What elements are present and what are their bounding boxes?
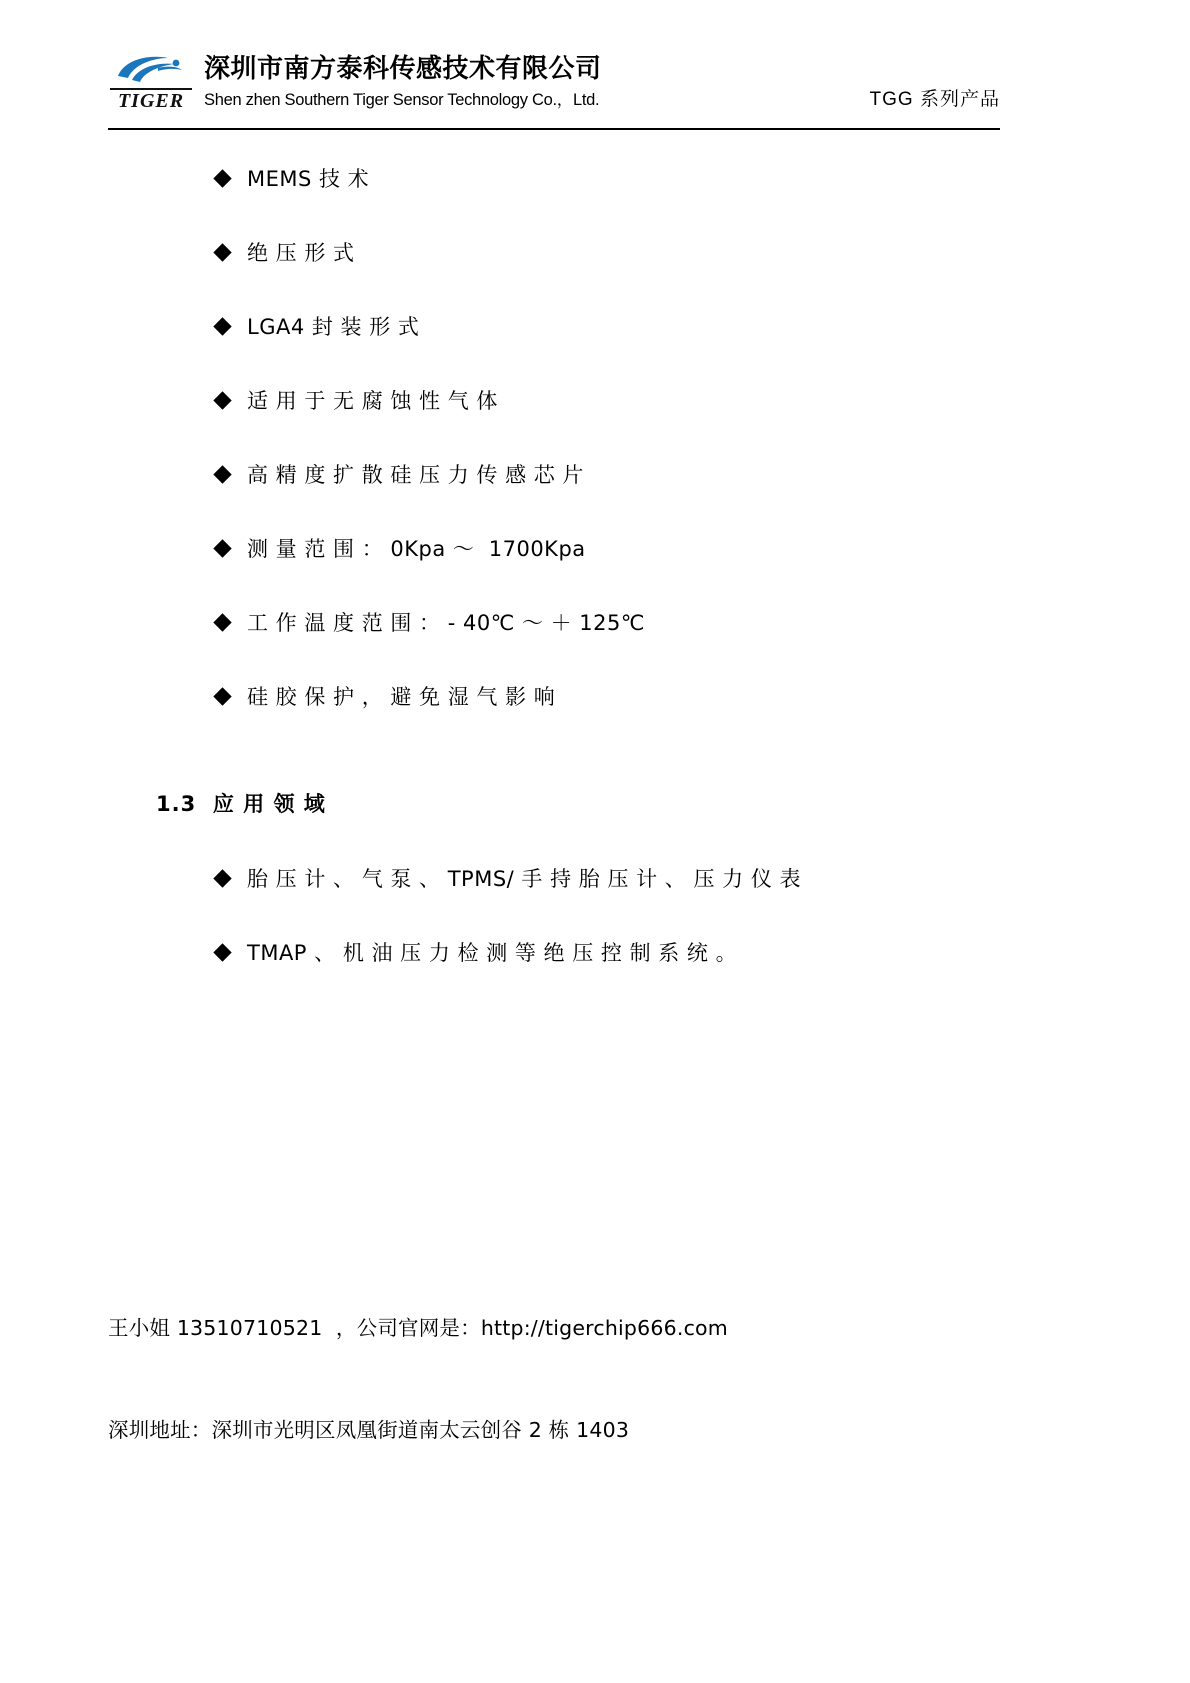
footer-address-line: 深圳地址：深圳市光明区凤凰街道南太云创谷 2 栋 1403: [108, 1418, 630, 1442]
company-name-en: Shen zhen Southern Tiger Sensor Technology Co.，Ltd.: [204, 91, 600, 109]
diamond-bullet-icon: [213, 943, 231, 961]
logo-wordmark: TIGER: [117, 90, 185, 112]
document-reference: TGG 系列产品: [869, 89, 1000, 110]
diamond-bullet-icon: [213, 613, 231, 631]
feature-text: 适 用 于 无 腐 蚀 性 气 体: [247, 389, 498, 413]
application-text: TMAP 、 机 油 压 力 检 测 等 绝 压 控 制 系 统 。: [247, 941, 738, 965]
list-item: [108, 938, 1000, 968]
feature-text: MEMS 技 术: [247, 167, 370, 191]
diamond-bullet-icon: [213, 243, 231, 261]
list-item: [108, 608, 1000, 638]
list-item: [108, 460, 1000, 490]
diamond-bullet-icon: [213, 539, 231, 557]
diamond-bullet-icon: [213, 391, 231, 409]
feature-list: [108, 164, 1000, 712]
diamond-bullet-icon: [213, 687, 231, 705]
list-item: [108, 864, 1000, 894]
section-heading: 1.3 应 用 领 域: [156, 792, 326, 816]
feature-text: 硅 胶 保 护 ， 避 免 湿 气 影 响: [247, 685, 556, 709]
page-content: [108, 150, 1000, 1012]
list-item: [108, 682, 1000, 712]
diamond-bullet-icon: [213, 465, 231, 483]
company-name-block: [204, 52, 602, 112]
diamond-bullet-icon: [213, 317, 231, 335]
page-footer: [108, 1243, 1108, 1515]
feature-text: LGA4 封 装 形 式: [247, 315, 420, 339]
company-name-cn: 深圳市南方泰科传感技术有限公司: [204, 54, 602, 84]
diamond-bullet-icon: [213, 169, 231, 187]
list-item: [108, 386, 1000, 416]
application-text: 胎 压 计 、 气 泵 、 TPMS/ 手 持 胎 压 计 、 压 力 仪 表: [247, 867, 801, 891]
feature-text: 工 作 温 度 范 围 ： - 40℃ ～ ＋ 125℃: [247, 611, 645, 635]
page-header: [108, 48, 1000, 130]
list-item: [108, 312, 1000, 342]
feature-text: 高 精 度 扩 散 硅 压 力 传 感 芯 片: [247, 463, 584, 487]
list-item: [108, 534, 1000, 564]
list-item: [108, 238, 1000, 268]
feature-text: 绝 压 形 式: [247, 241, 355, 265]
tiger-swoosh-icon: [114, 54, 186, 88]
feature-text: 测 量 范 围 ： 0Kpa ～ 1700Kpa: [247, 537, 586, 561]
application-list: [108, 864, 1000, 968]
diamond-bullet-icon: [213, 869, 231, 887]
footer-contact-line: 王小姐 13510710521 ，公司官网是：http://tigerchip666.com: [108, 1316, 728, 1340]
list-item: [108, 164, 1000, 194]
company-logo: [108, 52, 194, 118]
